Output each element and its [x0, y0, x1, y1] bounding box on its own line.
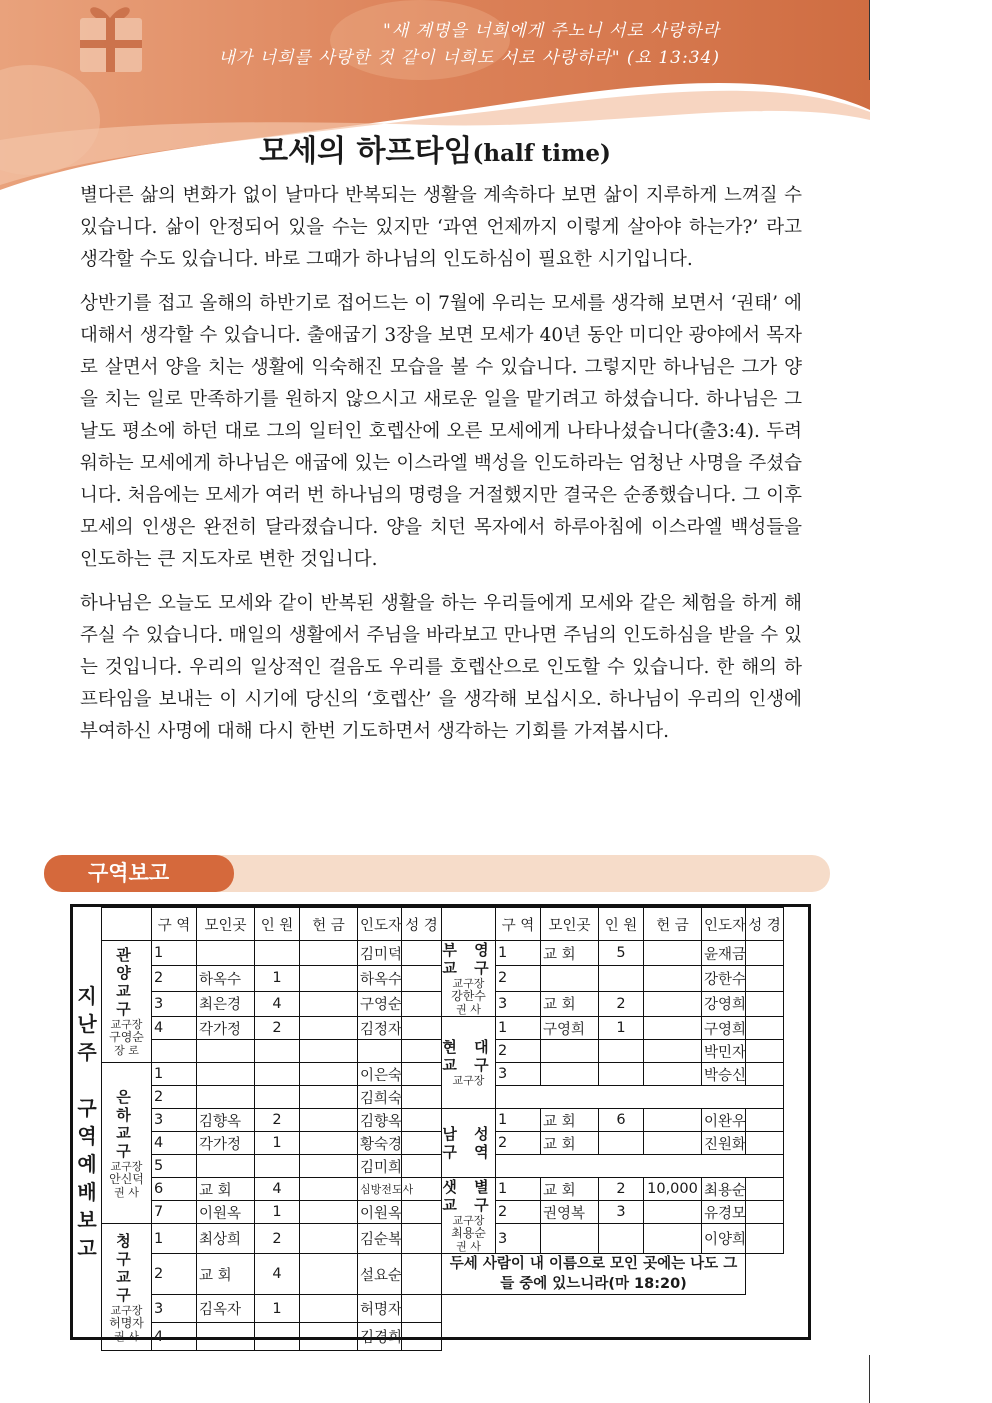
column-header: 인도자 [358, 908, 402, 941]
table-row [102, 1109, 784, 1132]
side-label-char: 지 [77, 984, 97, 1008]
group-role: 교구장 [452, 1074, 485, 1087]
cell-place: 교 회 [541, 941, 599, 966]
cell-money [300, 1155, 358, 1178]
group-name2: 교 구 [442, 1196, 495, 1214]
cell-count [255, 1323, 300, 1351]
cell-guide: 허명자 [358, 1295, 402, 1323]
group-role: 교구장 [110, 1159, 143, 1173]
table-row [102, 1017, 784, 1040]
cell-place: 최은경 [197, 991, 255, 1016]
cell-bible [402, 1295, 442, 1323]
cell-money [300, 1178, 358, 1201]
header-banner [0, 0, 870, 200]
cell-no: 1 [496, 1109, 541, 1132]
cell-bible [746, 991, 784, 1016]
group-name2: 구 역 [442, 1143, 495, 1161]
cell-count: 1 [255, 1295, 300, 1323]
cell-bible [746, 1224, 784, 1254]
cell-bible [402, 1040, 442, 1063]
group-title: 권 사 [456, 1003, 481, 1016]
cell-money [644, 1109, 702, 1132]
cell-guide: 구영희 [702, 1017, 746, 1040]
cell-no: 6 [152, 1178, 197, 1201]
cell-count [599, 966, 644, 991]
bible-quote: 두세 사람이 내 이름으로 모인 곳에는 나도 그들 중에 있느니라(마 18:20) [442, 1254, 746, 1295]
cell-guide: 김순복 [358, 1224, 402, 1254]
cell-money [300, 1224, 358, 1254]
cell-guide: 박승신 [702, 1063, 746, 1086]
cell-money [644, 941, 702, 966]
cell-guide: 이완우 [702, 1109, 746, 1132]
group-name1: 관 양 [116, 946, 137, 982]
cell-guide: 김미덕 [358, 941, 402, 966]
cell-guide: 구영순 [358, 991, 402, 1016]
cell-bible [402, 1063, 442, 1086]
cell-guide: 강영희 [702, 991, 746, 1016]
cell-place: 교 회 [541, 1178, 599, 1201]
group-title: 권 사 [456, 1240, 481, 1253]
header-blank [102, 908, 152, 941]
side-label-char: 예 [77, 1152, 97, 1176]
cell-money [300, 941, 358, 966]
title-english: (half time) [472, 140, 611, 167]
group-name1: 남 성 [442, 1125, 495, 1143]
cell-money [300, 1201, 358, 1224]
cell-no: 3 [152, 1109, 197, 1132]
group-leader: 최용순 [451, 1226, 486, 1240]
group-role: 교구장 [452, 1214, 485, 1227]
cell-money [300, 1254, 358, 1295]
table-row [102, 1178, 784, 1201]
cell-blank [496, 1155, 784, 1178]
side-label-char: 난 [77, 1012, 97, 1036]
group-name1: 은 하 [116, 1087, 137, 1124]
cell-bible [402, 991, 442, 1016]
group-label [102, 1224, 152, 1351]
group-label [102, 1063, 152, 1224]
side-label [73, 907, 102, 1337]
cell-bible [402, 1155, 442, 1178]
cell-guide: 강한수 [702, 966, 746, 991]
group-leader: 안신덕 [109, 1171, 144, 1186]
group-name2: 교 구 [116, 1267, 137, 1304]
cell-money [644, 1132, 702, 1155]
bible-verse [218, 18, 720, 72]
group-name1: 현 대 [442, 1038, 495, 1056]
group-label [102, 941, 152, 1063]
cell-guide: 유경모 [702, 1201, 746, 1224]
cell-guide: 김경희 [358, 1323, 402, 1351]
cell-guide: 윤재금 [702, 941, 746, 966]
group-label [442, 1109, 496, 1178]
cell-place: 권영복 [541, 1201, 599, 1224]
cell-count: 2 [255, 1017, 300, 1040]
cell-place [541, 1040, 599, 1063]
header-row [102, 908, 784, 941]
cell-bible [746, 1017, 784, 1040]
group-role: 교구장 [110, 1018, 143, 1031]
cell-no: 4 [152, 1132, 197, 1155]
group-name2: 교 구 [116, 982, 137, 1018]
cell-count: 2 [599, 1178, 644, 1201]
cell-money [644, 1224, 702, 1254]
column-header: 모인곳 [197, 908, 255, 941]
cell-bible [402, 1109, 442, 1132]
column-header: 구 역 [152, 908, 197, 941]
cell-no: 1 [152, 941, 197, 966]
cell-count [599, 1224, 644, 1254]
cell-place: 김옥자 [197, 1295, 255, 1323]
column-header: 헌 금 [644, 908, 702, 941]
cell-count: 2 [599, 991, 644, 1016]
cell-place: 교 회 [541, 1132, 599, 1155]
cell-place: 교 회 [541, 1109, 599, 1132]
group-leader: 허명자 [109, 1315, 144, 1330]
group-role: 교구장 [110, 1303, 143, 1317]
cell-no [152, 1040, 197, 1063]
group-label [442, 1017, 496, 1109]
cell-no: 4 [152, 1323, 197, 1351]
cell-count [599, 1063, 644, 1086]
cell-place: 최상희 [197, 1224, 255, 1254]
cell-blank [496, 1086, 784, 1109]
cell-bible [402, 1132, 442, 1155]
cell-bible [746, 1040, 784, 1063]
cell-count: 4 [255, 1254, 300, 1295]
cell-place [197, 1040, 255, 1063]
group-role: 교구장 [452, 977, 485, 990]
section-title: 구역보고 [44, 855, 234, 892]
cell-guide: 이양희 [702, 1224, 746, 1254]
cell-no: 1 [496, 1017, 541, 1040]
cell-place: 하옥수 [197, 966, 255, 991]
cell-no: 1 [496, 941, 541, 966]
cell-bible [402, 1201, 442, 1224]
cell-guide: 진원화 [702, 1132, 746, 1155]
cell-money [300, 966, 358, 991]
column-header: 모인곳 [541, 908, 599, 941]
cell-guide: 김정자 [358, 1017, 402, 1040]
table-row [102, 1254, 784, 1295]
group-name2: 교 구 [116, 1123, 137, 1160]
cell-bible [746, 1132, 784, 1155]
cell-guide: 김희숙 [358, 1086, 402, 1109]
column-header: 성 경 [402, 908, 442, 941]
cell-no: 1 [152, 1224, 197, 1254]
paragraph-1: 별다른 삶의 변화가 없이 날마다 반복되는 생활을 계속하다 보면 삶이 지루하게 느껴질 수 있습니다. 삶이 안정되어 있을 수는 있지만 ‘과연 언제까지 이렇게 살아야 하는가?’ 라고 생각할 수도 있습니다. 바로 그때가 하나님의 인도하심이 필요한 시기입니다. [80, 185, 802, 270]
cell-money [300, 1040, 358, 1063]
side-label-char: 고 [77, 1236, 97, 1260]
cell-guide: 이원옥 [358, 1201, 402, 1224]
cell-guide [358, 1040, 402, 1063]
header-blank [442, 908, 496, 941]
cell-bible [402, 941, 442, 966]
cell-guide: 박민자 [702, 1040, 746, 1063]
cell-bible [746, 1178, 784, 1201]
cell-place: 교 회 [197, 1178, 255, 1201]
cell-count: 5 [599, 941, 644, 966]
column-header: 헌 금 [300, 908, 358, 941]
cell-money [300, 1323, 358, 1351]
cell-bible [746, 1109, 784, 1132]
cell-bible [746, 966, 784, 991]
cell-no: 7 [152, 1201, 197, 1224]
cell-bible [402, 1323, 442, 1351]
cell-money [644, 1201, 702, 1224]
cell-bible [746, 1063, 784, 1086]
cell-no: 1 [152, 1063, 197, 1086]
cell-guide: 황숙경 [358, 1132, 402, 1155]
cell-money [300, 1086, 358, 1109]
cell-money [300, 1295, 358, 1323]
paragraph-3: 하나님은 오늘도 모세와 같이 반복된 생활을 하는 우리들에게 모세와 같은 체험을 하게 해주실 수 있습니다. 매일의 생활에서 주님을 바라보고 만나면 주님의 인도하심을 받을 수 있는 것입니다. 우리의 일상적인 걸음도 우리를 호렙산으로 인도할 수 있습니다. 한 해의 하프타임을 보내는 이 시기에 당신의 ‘호렙산’ 을 생각해 보십시오. 하나님이 우리의 인생에 부여하신 사명에 대해 다시 한번 기도하면서 생각하는 기회를 가져봅시다. [80, 593, 802, 742]
group-title: 권 사 [114, 1185, 139, 1199]
cell-bible [746, 1201, 784, 1224]
group-leader: 구영순 [109, 1030, 144, 1044]
report-table [101, 907, 784, 1351]
cell-no: 5 [152, 1155, 197, 1178]
table-row [102, 941, 784, 966]
cell-bible [402, 1017, 442, 1040]
cell-money [644, 1017, 702, 1040]
cell-place: 교 회 [197, 1254, 255, 1295]
cell-count [255, 1040, 300, 1063]
group-title: 권 사 [114, 1329, 139, 1343]
cell-place [197, 1063, 255, 1086]
cell-money [300, 991, 358, 1016]
cell-no: 2 [496, 1132, 541, 1155]
verse-line-2: 내가 너희를 사랑한 것 같이 너희도 서로 사랑하라" (요 13:34) [218, 48, 720, 68]
district-report [70, 904, 811, 1346]
group-name2: 교 구 [442, 959, 495, 977]
cell-no: 3 [496, 991, 541, 1016]
cell-money [300, 1063, 358, 1086]
column-header: 인 원 [255, 908, 300, 941]
cell-count: 6 [599, 1109, 644, 1132]
cell-no: 3 [496, 1224, 541, 1254]
cell-money [300, 1017, 358, 1040]
article-body [80, 180, 802, 760]
cell-place: 각가정 [197, 1132, 255, 1155]
cell-no: 2 [496, 1040, 541, 1063]
column-header: 인도자 [702, 908, 746, 941]
table-row [102, 1295, 784, 1323]
cell-guide: 김향옥 [358, 1109, 402, 1132]
column-header: 인 원 [599, 908, 644, 941]
group-label [442, 941, 496, 1017]
cell-count: 1 [255, 1132, 300, 1155]
cell-count [255, 941, 300, 966]
cell-place [541, 1063, 599, 1086]
paragraph-2: 상반기를 접고 올해의 하반기로 접어드는 이 7월에 우리는 모세를 생각해 보면서 ‘권태’ 에 대해서 생각할 수 있습니다. 출애굽기 3장을 보면 모세가 40년 동안 미디안 광야에서 목자로 살면서 양을 치는 생활에 익숙해진 모습을 볼 수 있습니다. 그렇지만 하나님은 그가 양을 치는 일로 만족하기를 원하지 않으시고 새로운 일을 맡기려고 하셨습니다. 하나님은 그날도 평소에 하던 대로 그의 일터인 호렙산에 오른 모세에게 나타나셨습니다(출3:4). 두려워하는 모세에게 하나님은 애굽에 있는 이스라엘 백성을 인도하라는 엄청난 사명을 주셨습니다. 처음에는 모세가 여러 번 하나님의 명령을 거절했지만 결국은 순종했습니다. 그 이후 모세의 인생은 완전히 달라졌습니다. 양을 치던 목자에서 하루아침에 이스라엘 백성들을 인도하는 큰 지도자로 변한 것입니다. [80, 293, 802, 570]
cell-guide: 최용순 [702, 1178, 746, 1201]
cell-place: 김향옥 [197, 1109, 255, 1132]
cell-bible [402, 1224, 442, 1254]
cell-place [541, 966, 599, 991]
cell-place: 구영희 [541, 1017, 599, 1040]
cell-count [255, 1086, 300, 1109]
cell-count: 2 [255, 1224, 300, 1254]
cell-money [644, 966, 702, 991]
cell-place [197, 941, 255, 966]
cell-guide: 심방전도사 [358, 1178, 402, 1201]
cell-no: 3 [496, 1063, 541, 1086]
cell-count: 3 [599, 1201, 644, 1224]
cell-no: 1 [496, 1178, 541, 1201]
cell-no: 4 [152, 1017, 197, 1040]
margin-line-bottom [869, 1355, 870, 1403]
cell-guide: 김미희 [358, 1155, 402, 1178]
cell-money [644, 1063, 702, 1086]
side-label-char: 구 [77, 1096, 97, 1120]
cell-no: 2 [152, 1086, 197, 1109]
cell-count: 2 [255, 1109, 300, 1132]
cell-money [300, 1132, 358, 1155]
verse-line-1: "새 계명을 너희에게 주노니 서로 사랑하라 [382, 21, 720, 41]
cell-money [644, 1040, 702, 1063]
cell-count: 1 [255, 966, 300, 991]
article-title [0, 126, 870, 170]
side-label-char: 주 [77, 1040, 97, 1064]
cell-count [599, 1132, 644, 1155]
group-name1: 부 영 [442, 941, 495, 959]
cell-place [197, 1155, 255, 1178]
cell-count [255, 1063, 300, 1086]
title-korean: 모세의 하프타임 [259, 134, 473, 169]
column-header: 성 경 [746, 908, 784, 941]
cell-guide: 설요순 [358, 1254, 402, 1295]
column-header: 구 역 [496, 908, 541, 941]
cell-place: 각가정 [197, 1017, 255, 1040]
group-label [442, 1178, 496, 1254]
cell-money [300, 1109, 358, 1132]
margin-line-top [869, 0, 870, 80]
cell-no: 2 [152, 1254, 197, 1295]
group-name2: 교 구 [442, 1056, 495, 1074]
cell-no: 3 [152, 991, 197, 1016]
cell-bible [402, 1254, 442, 1295]
cell-money [644, 991, 702, 1016]
cell-bible [402, 966, 442, 991]
cell-place: 교 회 [541, 991, 599, 1016]
cell-bible [402, 1086, 442, 1109]
cell-count [599, 1040, 644, 1063]
cell-place [197, 1323, 255, 1351]
side-label-char [84, 1066, 91, 1094]
cell-no: 2 [496, 1201, 541, 1224]
cell-place: 이원옥 [197, 1201, 255, 1224]
group-leader: 강한수 [451, 989, 486, 1003]
cell-place [541, 1224, 599, 1254]
cell-count: 4 [255, 1178, 300, 1201]
cell-place [197, 1086, 255, 1109]
cell-money: 10,000 [644, 1178, 702, 1201]
group-title: 장 로 [114, 1044, 139, 1057]
group-name1: 샛 별 [442, 1178, 495, 1196]
cell-no: 2 [496, 966, 541, 991]
cell-guide: 이은숙 [358, 1063, 402, 1086]
cell-no: 3 [152, 1295, 197, 1323]
cell-count: 4 [255, 991, 300, 1016]
cell-guide: 하옥수 [358, 966, 402, 991]
cell-no: 2 [152, 966, 197, 991]
side-label-char: 역 [77, 1124, 97, 1148]
table-row [102, 1323, 784, 1351]
side-label-char: 보 [77, 1208, 97, 1232]
cell-bible [746, 941, 784, 966]
side-label-char: 배 [77, 1180, 97, 1204]
group-name1: 청 구 [116, 1231, 137, 1268]
cell-count: 1 [599, 1017, 644, 1040]
cell-count: 1 [255, 1201, 300, 1224]
cell-count [255, 1155, 300, 1178]
